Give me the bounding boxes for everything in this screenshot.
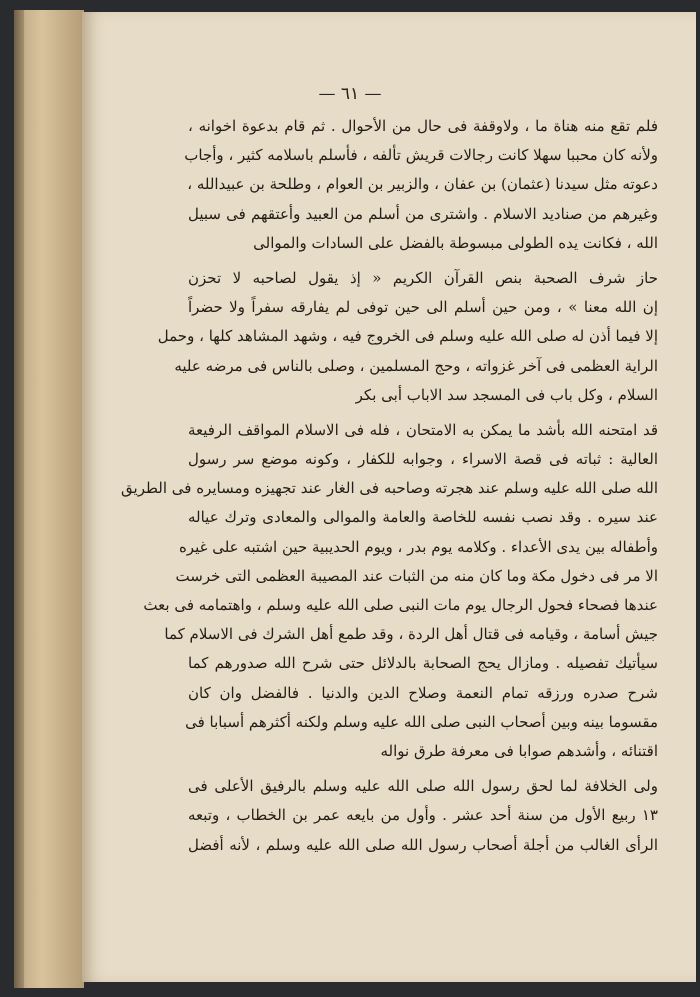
page-number: — ٦١ — [318,84,382,104]
text-line: دعوته مثل سيدنا (عثمان) بن عفان ، والزبير بن العوام ، وطلحة بن عبيدالله ، [187,175,658,194]
text-line: الا مر فى دخول مكة وما كان منه من الثبات عند المصيبة العظمى التى خرست [175,566,658,585]
paragraph-4 [188,772,658,860]
text-line-last: الله ، فكانت يده الطولى مبسوطة بالفضل على السادات والموالى [253,233,658,252]
text-line: جيش أسامة ، وقيامه فى قتال أهل الردة ، وقد طمع أهل الشرك فى الاسلام كما [164,625,658,644]
text-line: ١٣ ربيع الأول من سنة أحد عشر . وأول من بايعه عمر بن الخطاب ، وتبعه [188,806,658,825]
book-spine-edge [14,10,24,988]
text-line: مقسوما بينه وبين أصحاب النبى صلى الله عليه وسلم ولكنه أكثرهم أسبابا فى [185,712,658,731]
text-line: إن الله معنا » ، ومن حين أسلم الى حين توفى لم يفارقه سفراً ولا حضراً [188,298,658,317]
text-line: عند سيره . وقد نصب نفسه للخاصة والعامة والموالى والمعادى وترك عياله [188,508,658,527]
text-line: عندها فصحاء فحول الرجال يوم مات النبى صلى الله عليه وسلم ، واهتمامه فى بعث [143,596,658,614]
text-line: حاز شرف الصحبة بنص القرآن الكريم « إذ يقول لصاحبه لا تحزن [188,268,658,287]
book-spine [14,10,84,988]
text-line: وأطفاله بين يدى الأعداء . وكلامه يوم بدر ، ويوم الحديبية حين اشتبه على غيره [178,537,658,556]
text-line: الراية العظمى فى آخر غزواته ، وحج المسلمين ، وصلى بالناس فى مرضه عليه [174,356,658,375]
text-line: وغيرهم من صناديد الاسلام . واشترى من أسلم من العبيد وأعتقهم فى سبيل [188,204,658,223]
text-line: العالية : ثباته فى قصة الاسراء ، وجوابه للكفار ، وكونه موضع سر رسول [188,450,658,469]
text-line: ولأنه كان محببا سهلا كانت رجالات قريش تألفه ، فأسلم باسلامه كثير ، وأجاب [184,146,658,165]
text-line: الرأى الغالب من أجلة أصحاب رسول الله صلى الله عليه وسلم ، لأنه أفضل [188,835,658,854]
text-line: ولى الخلافة لما لحق رسول الله صلى الله عليه وسلم بالرفيق الأعلى فى [188,777,658,796]
text-line-last: اقتنائه ، وأشدهم صوابا فى معرفة طرق نواله [380,741,658,760]
text-line: شرح صدره ورزقه تمام النعمة وصلاح الدين والدنيا . فالفضل وان كان [188,683,658,702]
text-line: الله صلى الله عليه وسلم عند هجرته وصاحبه فى الغار عند تجهيزه ومسايره فى الطريق [121,479,658,498]
text-line: سيأتيك تفصيله . ومازال يحج الصحابة بالدلائل حتى شرح الله صدورهم كما [188,654,658,673]
paragraph-1 [184,112,658,258]
text-line: فلم تقع منه هناة ما ، ولاوقفة فى حال من الأحوال . ثم قام بدعوة اخوانه ، [188,117,658,135]
text-line-last: السلام ، وكل باب فى المسجد سد الاباب أبى بكر [355,385,658,404]
text-line: قد امتحنه الله بأشد ما يمكن به الامتحان ، فله فى الاسلام المواقف الرفيعة [188,420,658,439]
paragraph-2 [157,264,658,410]
text-line: إلا فيما أذن له صلى الله عليه وسلم فى الخروج فيه ، وشهد المشاهد كلها ، وحمل [157,327,658,346]
page-text [121,112,658,860]
paragraph-3 [121,416,658,766]
